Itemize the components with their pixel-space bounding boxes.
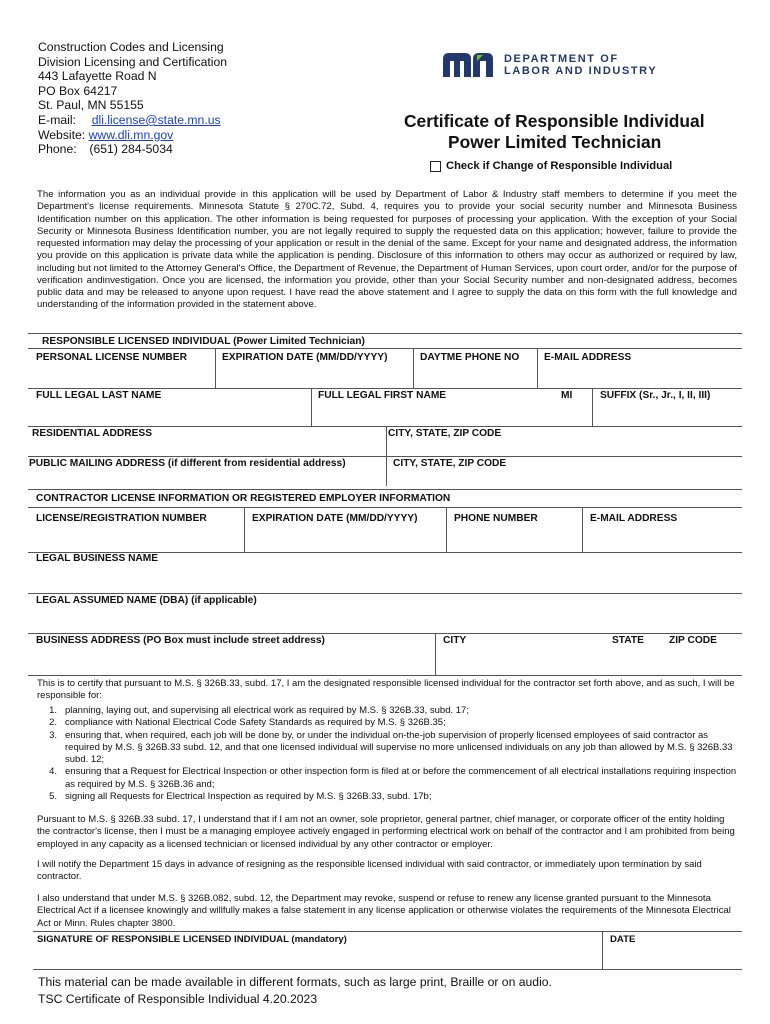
divider [446, 507, 447, 552]
responsibility-item [37, 705, 737, 717]
certification-intro: This is to certify that pursuant to M.S. § 326B.33, subd. 17, I am the designated responsible licensed individual for the contractor set forth above, and as such, I will be responsible for: [37, 678, 735, 702]
divider [28, 593, 742, 594]
certification-para-1: Pursuant to M.S. § 326B.33 subd. 17, I understand that if I am not an owner, sole proprietor, general partner, chief manager, or corporate officer of the entity holding the contractor's license, then I must be a managing employee actively engaged in performing electrical work on behalf of the contractor and I am prohibited from being employed in any capacity as a licensed technician or licensed individual by any other contractor or employer. [37, 814, 735, 850]
agency-phone-row [38, 142, 227, 157]
agency-line-5: St. Paul, MN 55155 [38, 98, 144, 113]
responsibility-item [37, 717, 737, 729]
contractor-email-label: E-MAIL ADDRESS [590, 513, 678, 524]
agency-website-row [38, 128, 227, 143]
mi-label: MI [561, 390, 573, 401]
divider [28, 388, 742, 389]
form-title: Certificate of Responsible Individual [404, 111, 705, 131]
responsibility-item [37, 766, 737, 791]
item-number: 3. [49, 729, 57, 741]
divider [28, 507, 742, 508]
divider [582, 507, 583, 552]
divider [386, 426, 387, 456]
divider [33, 969, 742, 970]
logo-line-1: DEPARTMENT OF [504, 53, 619, 65]
responsibility-list [37, 705, 737, 803]
dba-label: LEGAL ASSUMED NAME (DBA) (if applicable) [36, 595, 257, 606]
business-city-label: CITY [443, 635, 467, 646]
dli-logo [443, 53, 657, 77]
contractor-phone-label: PHONE NUMBER [454, 513, 538, 524]
certification-para-3: I also understand that under M.S. § 326B.082, subd. 12, the Department may revoke, suspend or refuse to renew any license granted pursuant to the Minnesota Electrical Act if a licensee knowingly and willfully makes a false statement in any license application or otherwise violates the requirements of the Minnesota Electrical Act or Minn. Rules chapter 3800. [37, 893, 731, 929]
item-text: ensuring that a Request for Electrical Inspection or other inspection form is filed at or before the commencement of all electrical installations requiring inspection as required by M.S. § 326B.36 and; [65, 766, 737, 790]
certification-para-2: I will notify the Department 15 days in advance of resigning as the responsible licensed individual with said contractor, or immediately upon termination by said contractor. [37, 859, 702, 883]
suffix-label: SUFFIX (Sr., Jr., I, II, III) [600, 390, 711, 401]
mn-logo-icon [443, 53, 495, 77]
business-state-label: STATE [612, 635, 644, 646]
divider [28, 675, 742, 676]
contractor-header: CONTRACTOR LICENSE INFORMATION OR REGISTERED EMPLOYER INFORMATION [36, 493, 451, 504]
agency-email-row [38, 113, 227, 128]
phone-label: Phone: [38, 142, 77, 157]
divider [215, 348, 216, 388]
item-number: 1. [49, 705, 57, 716]
website-label: Website: [38, 127, 86, 142]
divider [537, 348, 538, 388]
agency-line-4: PO Box 64217 [38, 83, 118, 98]
email-label: E-mail: [38, 112, 76, 127]
item-number: 4. [49, 766, 57, 778]
logo-line-2: LABOR AND INDUSTRY [504, 65, 658, 77]
item-text: compliance with National Electrical Code Safety Standards as required by M.S. § 326B.35; [65, 717, 446, 729]
personal-license-label: PERSONAL LICENSE NUMBER [36, 352, 187, 363]
business-address-label: BUSINESS ADDRESS (PO Box must include street address) [36, 635, 325, 646]
divider [413, 348, 414, 388]
responsibility-item [37, 791, 737, 803]
contractor-expiration-label: EXPIRATION DATE (MM/DD/YYYY) [252, 513, 418, 524]
phone-number: (651) 284-5034 [89, 142, 173, 157]
divider [311, 388, 312, 426]
residential-address-label: RESIDENTIAL ADDRESS [32, 428, 153, 439]
item-text: signing all Requests for Electrical Inspection as required by M.S. § 326B.33, subd. 17b; [65, 791, 432, 803]
resp-email-label: E-MAIL ADDRESS [544, 352, 632, 363]
mailing-city-label: CITY, STATE, ZIP CODE [393, 458, 507, 469]
first-name-label: FULL LEGAL FIRST NAME [318, 390, 447, 401]
divider [592, 388, 593, 426]
divider [386, 456, 387, 486]
divider [33, 931, 742, 932]
signature-label: SIGNATURE OF RESPONSIBLE LICENSED INDIVIDUAL (mandatory) [37, 934, 347, 945]
change-checkbox-label: Check if Change of Responsible Individual [446, 160, 673, 172]
divider [28, 348, 742, 349]
residential-city-label: CITY, STATE, ZIP CODE [388, 428, 502, 439]
form-version: TSC Certificate of Responsible Individual 4.20.2023 [38, 992, 318, 1006]
divider [28, 456, 742, 457]
business-zip-label: ZIP CODE [669, 635, 717, 646]
date-label: DATE [610, 934, 636, 945]
email-link[interactable]: dli.license@state.mn.us [91, 112, 221, 127]
last-name-label: FULL LEGAL LAST NAME [36, 390, 162, 401]
license-number-label: LICENSE/REGISTRATION NUMBER [36, 513, 207, 524]
agency-line-2: Division Licensing and Certification [38, 54, 228, 69]
agency-line-3: 443 Lafayette Road N [38, 69, 157, 84]
accessibility-note: This material can be made available in different formats, such as large print, Braille or on audio. [38, 975, 552, 989]
divider [28, 633, 742, 634]
resp-phone-label: DAYTME PHONE NO [420, 352, 520, 363]
divider [602, 931, 603, 969]
logo-text [504, 53, 657, 77]
item-number: 2. [49, 717, 57, 729]
item-text: planning, laying out, and supervising all electrical work as required by M.S. § 326B.33, subd. 17; [65, 705, 469, 716]
change-checkbox-row[interactable] [430, 160, 672, 172]
change-checkbox[interactable] [430, 161, 441, 172]
privacy-statement: The information you as an individual provide in this application will be used by Department of Labor & Industry staff members to determine if you meet the Department's license requirements. Minnesota Statute § 270C.72, Subd. 4, requires you to provide your social security number and Minnesota Business Identification number on this application. The other information is being requested for purposes of processing your application. With the exception of your Social Security or Minnesota Business Identification number, you are not legally required to supply the requested data on this application; however, failure to provide the requested information may delay the processing of your application or result in the denial of the same. Except for your name and designated address, the information you provide on this application is private data while the application is pending. Disclosure of this information to others may occur as authorized or required by law, including but not limited to the Attorney General's Office, the Department of Revenue, the Department of Human Services, upon court order, and/or for the purpose of verification andinvestigation. Once you are licensed, the information you provide, other than your Social Security number and non-designated address, becomes public data and may be released to anyone upon request. I have read the above statement and I agree to supply the data on this form with the full knowledge and understanding of the information provided in the statement above. [37, 189, 737, 311]
mailing-address-label: PUBLIC MAILING ADDRESS (if different from residential address) [29, 458, 346, 469]
agency-line-1: Construction Codes and Licensing [38, 40, 224, 54]
divider [28, 489, 742, 490]
item-number: 5. [49, 791, 57, 803]
form-subtitle: Power Limited Technician [448, 132, 662, 152]
divider [28, 333, 742, 334]
divider [244, 507, 245, 552]
divider [28, 426, 742, 427]
responsible-header: RESPONSIBLE LICENSED INDIVIDUAL (Power Limited Technician) [42, 336, 365, 347]
divider [435, 633, 436, 675]
agency-address [38, 40, 227, 157]
certification-list [37, 705, 737, 803]
website-link[interactable]: www.dli.mn.gov [88, 127, 174, 142]
resp-expiration-label: EXPIRATION DATE (MM/DD/YYYY) [222, 352, 388, 363]
item-text: ensuring that, when required, each job will be done by, or under the individual on-the-job supervision of properly licensed employees of said contractor as required by M.S. § 326B.33 subd. 12, and that one licensed individual will supervise no more unlicensed individuals on any job than allowed by M.S. § 326B.33 subd. 12; [65, 729, 733, 766]
responsibility-item [37, 730, 737, 767]
business-name-label: LEGAL BUSINESS NAME [36, 553, 159, 564]
